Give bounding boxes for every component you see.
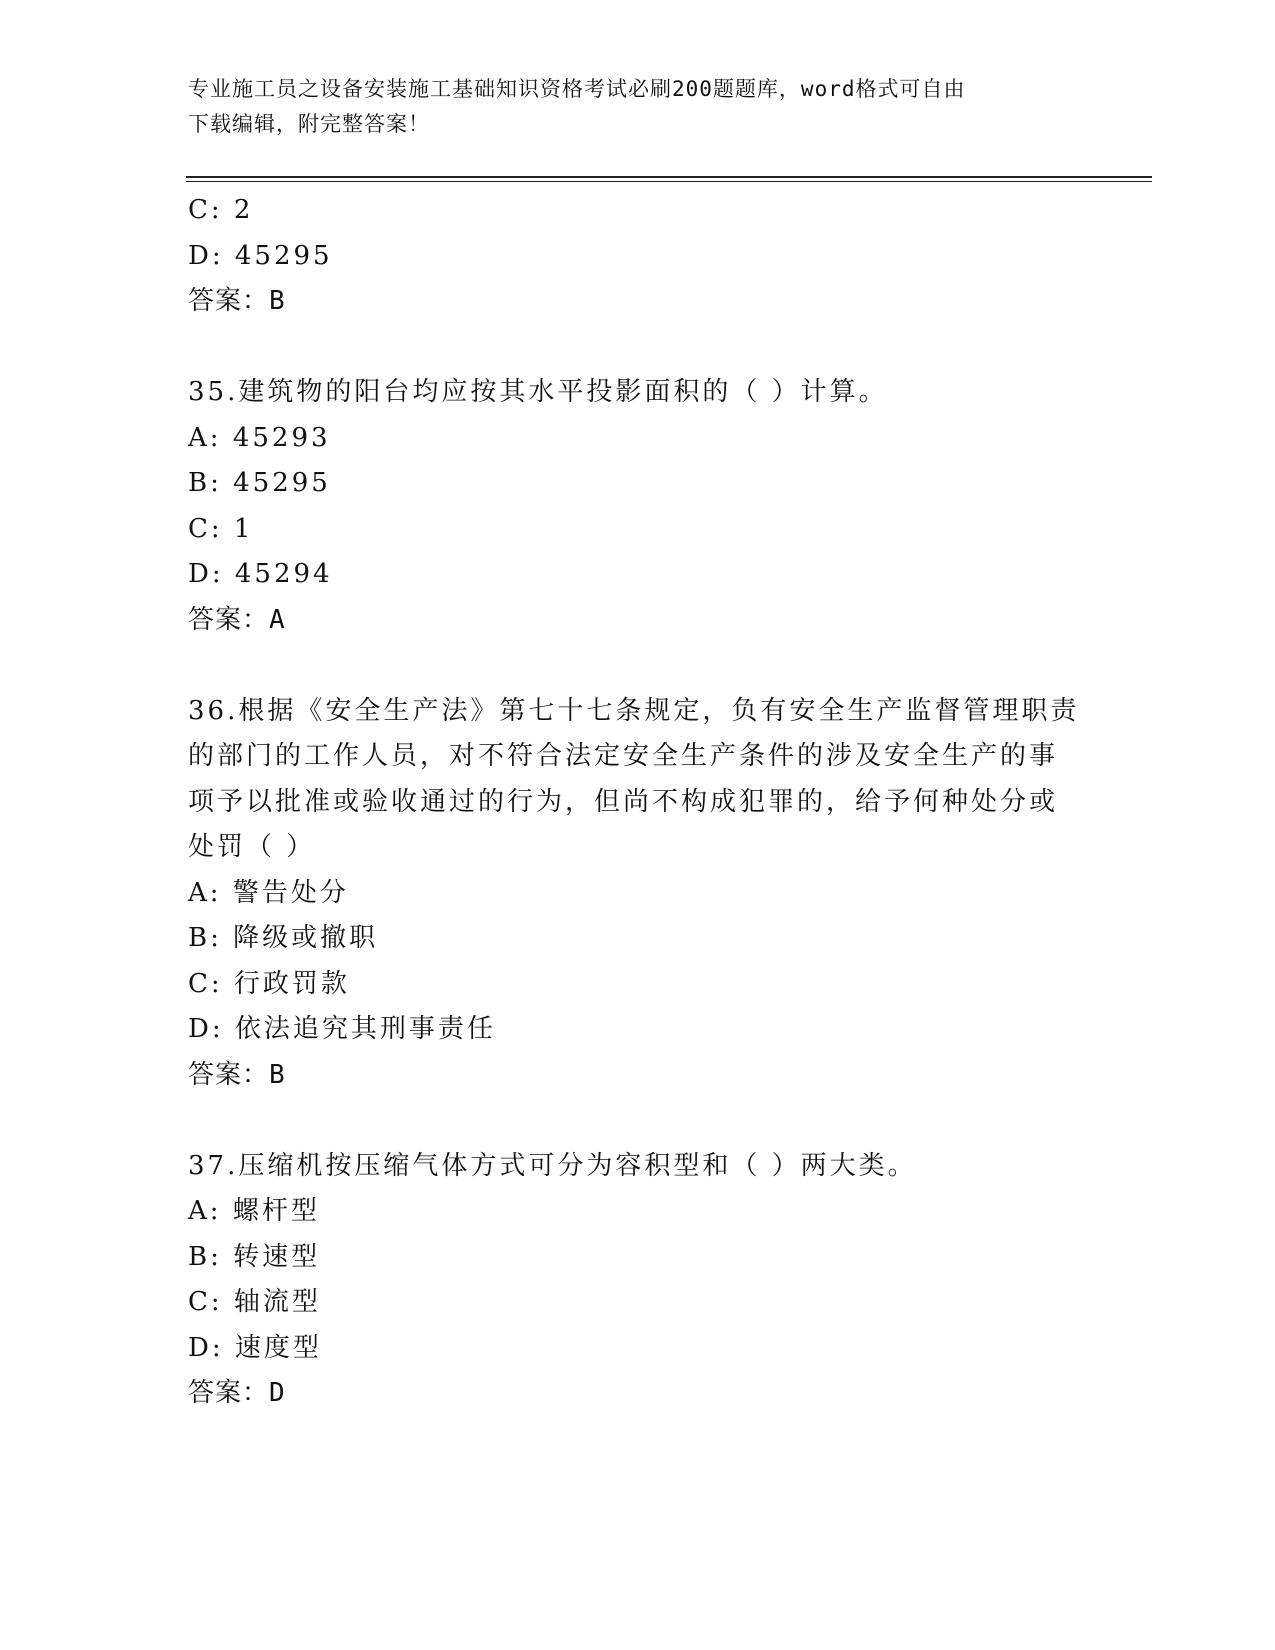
- header-rule-thick: [186, 176, 1152, 178]
- option-label: B:: [188, 923, 222, 953]
- option-label: C:: [188, 513, 223, 544]
- question-stem: 37.压缩机按压缩气体方式可分为容积型和（ ）两大类。: [188, 1150, 917, 1181]
- question-stem-line: 项予以批准或验收通过的行为，但尚不构成犯罪的，给予何种处分或: [188, 786, 1059, 817]
- option-label: A:: [188, 877, 222, 908]
- question-37: [188, 1144, 1088, 1417]
- option-label: D:: [188, 559, 224, 589]
- question-stem-line: 36.根据《安全生产法》第七十七条规定，负有安全生产监督管理职责: [188, 695, 1080, 726]
- option-label: D:: [188, 240, 224, 271]
- option-label: B:: [188, 1241, 222, 1272]
- option-text: 行政罚款: [233, 968, 350, 999]
- option-text: 轴流型: [233, 1287, 321, 1317]
- option-text: 45294: [234, 559, 333, 589]
- option-d: [188, 1326, 1088, 1372]
- option-a: [188, 1189, 1088, 1235]
- option-a: [188, 416, 1088, 462]
- option-text: 依法追究其刑事责任: [234, 1014, 496, 1044]
- option-c: [188, 507, 1088, 553]
- option-text: 45293: [232, 422, 331, 453]
- header-title-line-2: 下载编辑，附完整答案！: [188, 112, 430, 136]
- option-c: [188, 188, 1088, 234]
- option-label: A:: [188, 422, 222, 453]
- header-rule-thin: [186, 181, 1152, 182]
- option-text: 警告处分: [232, 877, 349, 908]
- option-label: C:: [188, 1287, 223, 1317]
- question-35: [188, 370, 1088, 643]
- option-text: 速度型: [234, 1332, 322, 1363]
- option-d: [188, 1007, 1088, 1053]
- header-title-line-1: 专业施工员之设备安装施工基础知识资格考试必刷200题题库，word格式可自由: [188, 77, 966, 101]
- spacer: [188, 325, 1088, 371]
- spacer: [188, 1098, 1088, 1144]
- answer-line: 答案：B: [188, 1059, 286, 1090]
- option-text: 螺杆型: [232, 1196, 320, 1226]
- option-label: B:: [188, 468, 222, 498]
- question-stem: 35.建筑物的阳台均应按其水平投影面积的（ ）计算。: [188, 377, 888, 407]
- option-label: C:: [188, 195, 223, 225]
- answer-line: 答案：D: [188, 1378, 286, 1408]
- option-text: 45295: [234, 240, 333, 271]
- option-text: 1: [233, 513, 254, 544]
- question-34-tail: [188, 188, 1088, 325]
- option-text: 转速型: [233, 1241, 321, 1272]
- option-label: C:: [188, 968, 223, 999]
- question-content: [188, 188, 1088, 1417]
- option-b: [188, 461, 1088, 507]
- answer-line: 答案：B: [188, 286, 286, 316]
- answer-line: 答案：A: [188, 604, 286, 635]
- spacer: [188, 643, 1088, 689]
- option-c: [188, 962, 1088, 1008]
- option-d: [188, 552, 1088, 598]
- option-text: 45295: [233, 468, 331, 498]
- option-text: 降级或撤职: [233, 923, 379, 953]
- option-d: [188, 234, 1088, 280]
- option-a: [188, 871, 1088, 917]
- option-b: [188, 1235, 1088, 1281]
- option-b: [188, 916, 1088, 962]
- option-c: [188, 1280, 1088, 1326]
- option-label: D:: [188, 1014, 224, 1044]
- question-36: [188, 689, 1088, 1099]
- question-stem-line: 的部门的工作人员，对不符合法定安全生产条件的涉及安全生产的事: [188, 741, 1059, 771]
- option-text: 2: [233, 195, 254, 225]
- question-stem-line: 处罚（ ）: [188, 832, 316, 862]
- option-label: A:: [188, 1196, 222, 1226]
- option-label: D:: [188, 1332, 224, 1363]
- document-header: [188, 72, 1088, 142]
